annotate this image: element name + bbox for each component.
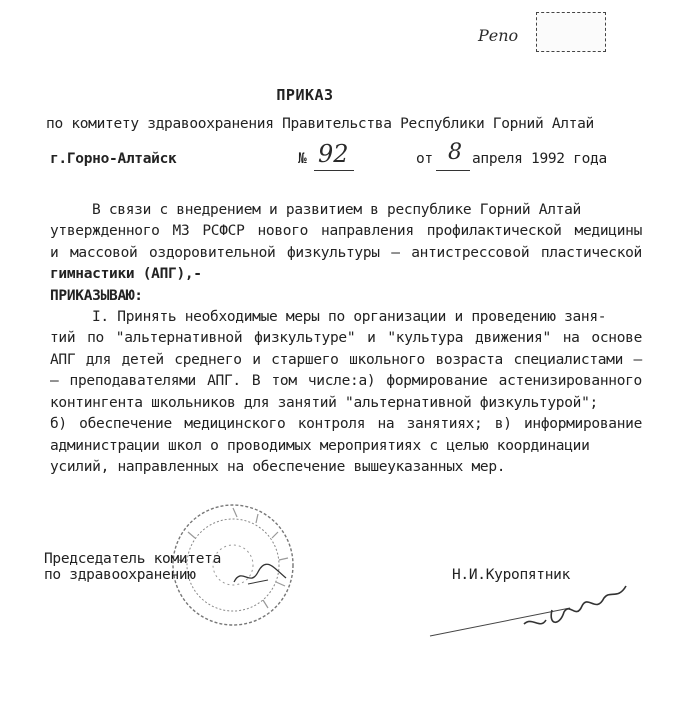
- signatory-title-line-1: Председатель комитета: [44, 551, 222, 567]
- corner-handwritten-note: Репо: [478, 26, 519, 45]
- date-prefix: от: [416, 151, 433, 167]
- handwritten-signature-left: [230, 560, 290, 590]
- place-city: г.Горно-Алтайск: [50, 151, 177, 167]
- corner-stamp-box: [536, 12, 606, 52]
- order-number: 92: [318, 140, 349, 168]
- intro-line-4: гимнастики (АПГ),-: [50, 266, 202, 282]
- document-title: ПРИКАЗ: [276, 86, 334, 104]
- intro-line-1: В связи с внедрением и развитием в республике Горний Алтай: [92, 202, 581, 218]
- item-line-3: АПГ для детей среднего и старшего школьного возраста специалистами –: [50, 352, 642, 368]
- intro-line-3: и массовой оздоровительной физкультуры – антистрессовой пластической: [50, 245, 642, 261]
- item-line-1: I. Принять необходимые меры по организации и проведению заня-: [92, 309, 607, 325]
- signatory-name: Н.И.Куропятник: [452, 567, 571, 583]
- handwritten-signature-right: [420, 580, 650, 640]
- item-line-6: б) обеспечение медицинского контроля на занятиях; в) информирование: [50, 416, 642, 432]
- date-day: 8: [448, 140, 462, 165]
- item-line-4: – преподавателями АПГ. В том числе:а) формирование астенизированного: [50, 373, 642, 389]
- number-underline: [314, 170, 354, 171]
- signatory-title-line-2: по здравоохранению: [44, 567, 196, 583]
- item-line-2: тий по "альтернативной физкультуре" и "культура движения" на основе: [50, 330, 642, 346]
- document-subtitle: по комитету здравоохранения Правительства Республики Горний Алтай: [46, 116, 594, 132]
- order-word: ПРИКАЗЫВАЮ:: [50, 288, 143, 304]
- number-prefix: №: [298, 151, 307, 167]
- date-month-year: апреля 1992 года: [472, 151, 607, 167]
- item-line-5: контингента школьников для занятий "альтернативной физкультурой";: [50, 395, 598, 411]
- date-underline: [436, 170, 470, 171]
- intro-line-2: утвержденного МЗ РСФСР нового направления профилактической медицины: [50, 223, 642, 239]
- item-line-7: администрации школ о проводимых мероприятиях с целью координации: [50, 438, 590, 454]
- item-line-8: усилий, направленных на обеспечение вышеуказанных мер.: [50, 459, 506, 475]
